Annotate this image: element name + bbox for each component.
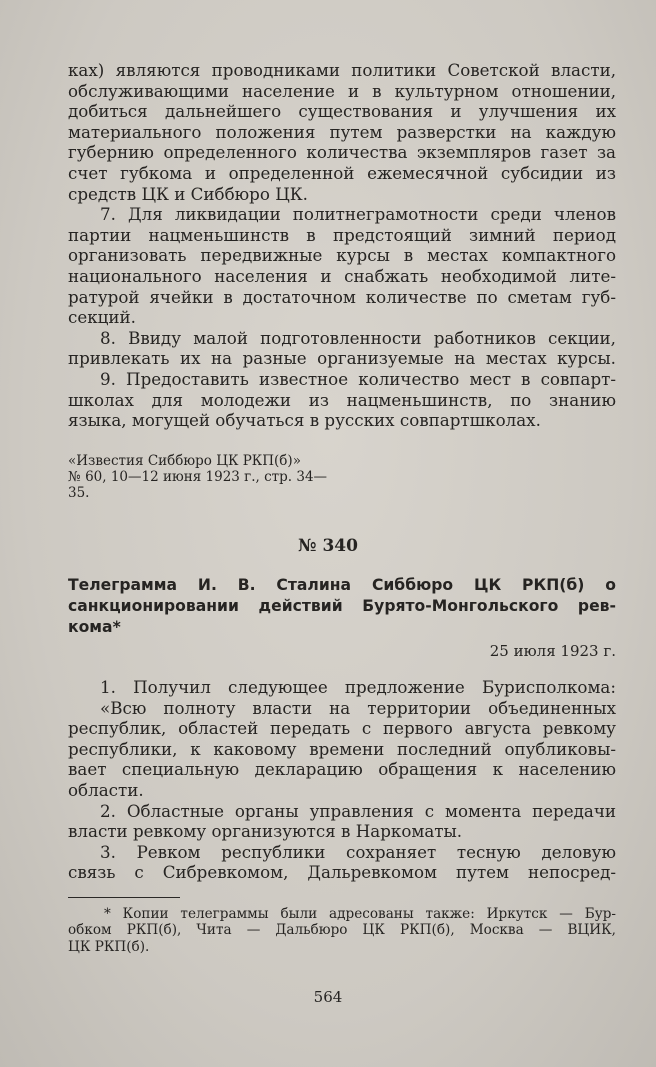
telegram-body — [68, 677, 616, 883]
title-line: Телеграмма И. В. Сталина Сиббюро ЦК РКП(б) о — [68, 576, 616, 594]
source-citation — [68, 453, 398, 501]
footnote-divider — [68, 897, 180, 898]
document-title — [68, 575, 616, 638]
text-line: вает специальную декларацию обращения к населению — [68, 759, 616, 780]
text-line: добиться дальнейшего существования и улучшения их — [68, 101, 616, 122]
continuation-text — [68, 60, 616, 431]
citation-line: 35. — [68, 485, 90, 501]
footnote-line: ЦК РКП(б). — [68, 938, 150, 955]
document-number: № 340 — [298, 536, 358, 556]
text-line: партии нацменьшинств в предстоящий зимний период — [68, 224, 616, 245]
footnote — [68, 906, 616, 955]
text-line: области. — [68, 779, 144, 800]
document-date: 25 июля 1923 г. — [489, 642, 616, 660]
text-line: ратурой ячейки в достаточном количестве по сметам губ- — [68, 286, 616, 307]
text-line: организовать передвижные курсы в местах компактного — [68, 245, 616, 266]
text-line: национального населения и снабжать необходимой лите- — [68, 265, 616, 286]
text-line: ках) являются проводниками политики Советской власти, — [68, 60, 616, 80]
text-line: материального положения путем разверстки на каждую — [68, 121, 616, 142]
text-line: школах для молодежи из нацменьшинств, по знанию — [68, 389, 616, 410]
text-line: республики, к каковому времени последний опубликовы- — [68, 738, 616, 759]
text-line: власти ревкому организуются в Наркоматы. — [68, 821, 463, 842]
text-line: республик, областей передать с первого августа ревкому — [68, 718, 616, 739]
text-line: привлекать их на разные организуемые на местах курсы. — [68, 348, 616, 369]
title-line: санкционировании действий Бурято-Монгольского рев- — [68, 597, 616, 615]
text-line: 8. Ввиду малой подготовленности работников секции, — [100, 327, 616, 348]
citation-line: «Известия Сиббюро ЦК РКП(б)» — [68, 453, 301, 469]
text-line: 7. Для ликвидации политнеграмотности среди членов — [100, 204, 616, 225]
text-line: 2. Областные органы управления с момента передачи — [100, 800, 616, 821]
text-line: 1. Получил следующее предложение Бурисполкома: — [100, 677, 616, 697]
text-line: губернию определенного количества экземпляров газет за — [68, 142, 616, 163]
footnote-line: * Копии телеграммы были адресованы также: Иркутск — Бур- — [104, 906, 616, 922]
text-line: счет губкома и определенной ежемесячной субсидии из — [68, 162, 616, 183]
text-line: языка, могущей обучаться в русских совпартшколах. — [68, 410, 541, 431]
citation-line: № 60, 10—12 июня 1923 г., стр. 34— — [68, 469, 328, 485]
page-number: 564 — [313, 988, 343, 1006]
text-line: «Всю полноту власти на территории объединенных — [100, 697, 616, 718]
text-line: обслуживающими население и в культурном отношении, — [68, 80, 616, 101]
text-line: секций. — [68, 307, 136, 328]
text-line: 9. Предоставить известное количество мест в совпарт- — [100, 368, 616, 389]
text-line: 3. Ревком республики сохраняет тесную деловую — [100, 841, 616, 862]
text-line: связь с Сибревкомом, Дальревкомом путем непосред- — [68, 862, 616, 883]
title-line: кома* — [68, 618, 121, 636]
footnote-line: обком РКП(б), Чита — Дальбюро ЦК РКП(б), Москва — ВЦИК, — [68, 922, 616, 939]
text-line: средств ЦК и Сиббюро ЦК. — [68, 183, 308, 204]
